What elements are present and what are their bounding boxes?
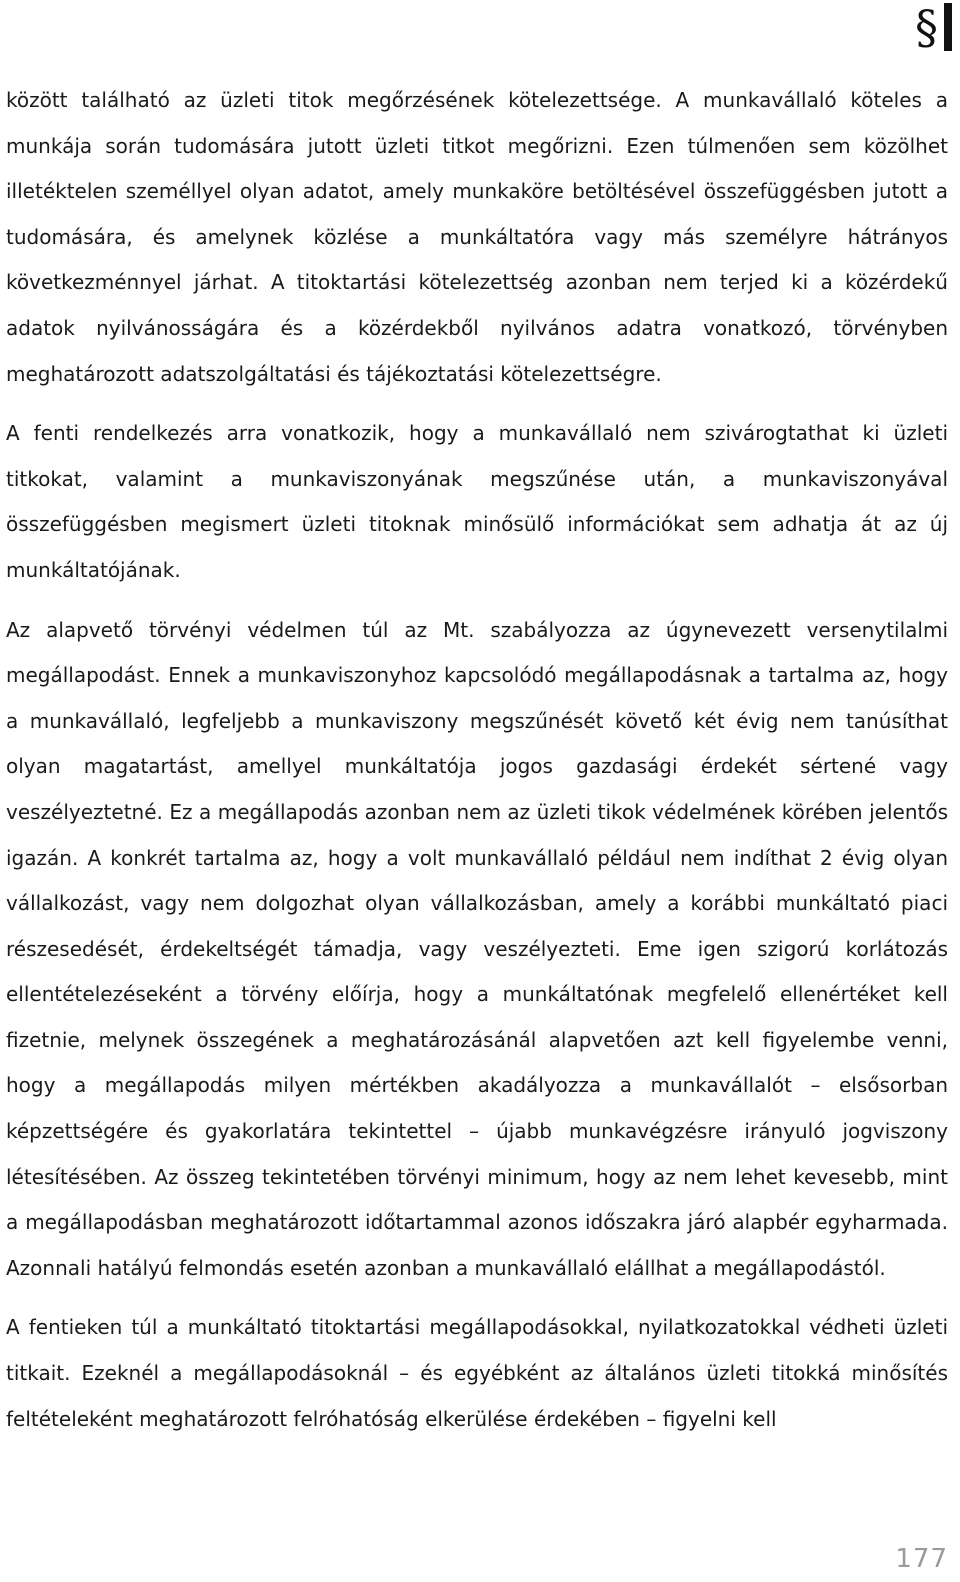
section-mark-logo xyxy=(915,2,952,52)
page-header xyxy=(0,0,960,62)
section-bar-icon xyxy=(944,3,952,51)
document-body xyxy=(6,78,948,1442)
paragraph-leak-prohibition: A fenti rendelkezés arra vonatkozik, hogy a munkavállaló nem szivárogtathat ki üzleti titkokat, valamint a munkaviszonyának megszűnése után, a munkaviszonyával összefüggésben megismert üzleti titoknak minősülő információkat sem adhatja át az új munkáltatójának. xyxy=(6,421,948,582)
paragraph-non-compete: Az alapvető törvényi védelmen túl az Mt. szabályozza az úgynevezett versenytilalmi megállapodást. Ennek a munkaviszonyhoz kapcsolódó megállapodásnak a tartalma az, hogy a munkavállaló, legfeljebb a munkaviszony megszűnését követő két évig nem tanúsíthat olyan magatartást, amellyel munkáltatója jogos gazdasági érdekét sértené vagy veszélyeztetné. Ez a megállapodás azonban nem az üzleti tikok védelmének körében jelentős igazán. A konkrét tartalma az, hogy a volt munkavállaló például nem indíthat 2 évig olyan vállalkozást, vagy nem dolgozhat olyan vállalkozásban, amely a korábbi munkáltató piaci részesedését, érdekeltségét támadja, vagy veszélyezteti. Eme igen szigorú korlátozás ellentételezéseként a törvény előírja, hogy a munkáltatónak megfelelő ellenértéket kell fizetnie, melynek összegének a meghatározásánál alapvetően azt kell figyelembe venni, hogy a megállapodás milyen mértékben akadályozza a munkavállalót – elsősorban képzettségére és gyakorlatára tekintettel – újabb munkavégzésre irányuló jogviszony létesítésében. Az összeg tekintetében törvényi minimum, hogy az nem lehet kevesebb, mint a megállapodásban meghatározott időtartammal azonos időszakra járó alapbér egyharmada. Azonnali hatályú felmondás esetén azonban a munkavállaló elállhat a megállapodástól. xyxy=(6,617,948,1280)
page-number: 177 xyxy=(895,1544,948,1574)
paragraph-confidentiality-agreements: A fentieken túl a munkáltató titoktartási megállapodásokkal, nyilatkozatokkal védheti üzleti titkait. Ezeknél a megállapodásoknál – és egyébként az általános üzleti titokká minősítés feltételeként meghatározott felróhatóság elkerülése érdekében – figyelni kell xyxy=(6,1315,948,1431)
section-symbol-icon: § xyxy=(915,0,938,54)
paragraph-trade-secret-duty: között található az üzleti titok megőrzésének kötelezettsége. A munkavállaló köteles a munkája során tudomására jutott üzleti titkot megőrizni. Ezen túlmenően sem közölhet illetéktelen személlyel olyan adatot, amely munkaköre betöltésével összefüggésben jutott a tudomására, és amelynek közlése a munkáltatóra vagy más személyre hátrányos következménnyel járhat. A titoktartási kötelezettség azonban nem terjed ki a közérdekű adatok nyilvánosságára és a közérdekből nyilvános adatra vonatkozó, törvényben meghatározott adatszolgáltatási és tájékoztatási kötelezettségre. xyxy=(6,88,948,386)
